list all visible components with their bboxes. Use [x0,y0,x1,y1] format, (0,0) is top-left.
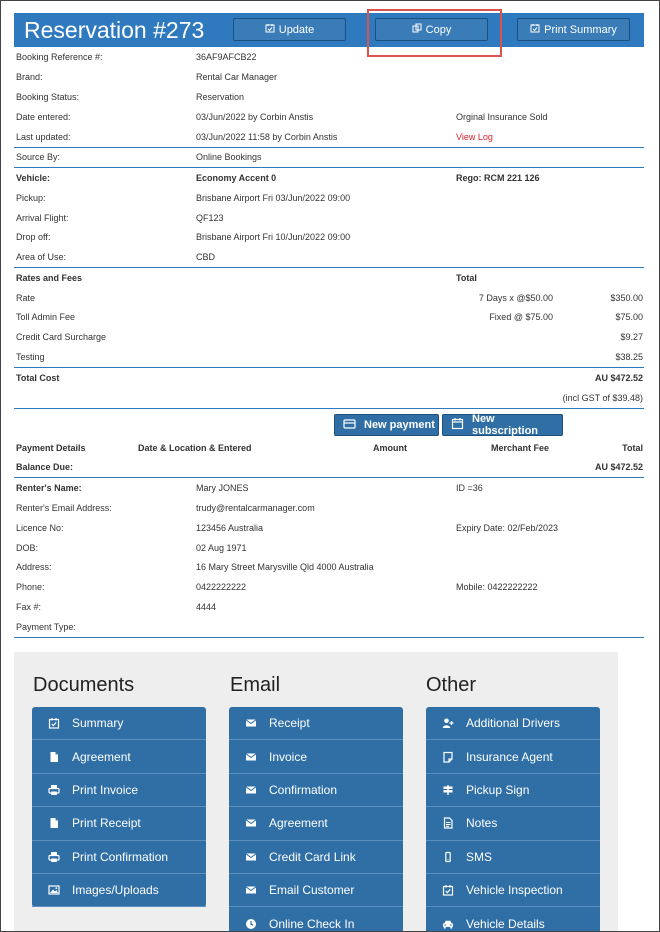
licence-label: Licence No: [16,523,64,533]
email-menu [229,707,403,932]
new-payment-button[interactable] [334,414,439,436]
address-label: Address: [16,562,52,572]
page-title: Reservation #273 [24,17,205,43]
documents-item-print-invoice[interactable] [32,774,206,807]
dropoff-value: Brisbane Airport Fri 10/Jun/2022 09:00 [196,232,351,242]
rate-amount: $38.25 [615,352,643,362]
menu-item-label: Online Check In [269,916,355,931]
vehicle-value: Economy Accent 0 [196,173,277,183]
envelope-icon [245,751,257,763]
flight-label: Arrival Flight: [16,213,69,223]
printer-icon [48,784,60,796]
amount-header: Amount [373,443,407,453]
renter-name-label: Renter's Name: [16,483,82,493]
credit-card-icon [343,417,356,433]
divider [14,167,644,168]
other-item-sms[interactable] [426,841,600,874]
email-item-confirmation[interactable] [229,774,403,807]
gst-row [16,389,644,408]
rate-name: Toll Admin Fee [16,312,76,322]
rego-value: Rego: RCM 221 126 [456,173,540,183]
booking-ref-label: Booking Reference #: [16,52,103,62]
mobile-value: Mobile: 0422222222 [456,582,538,592]
envelope-icon [245,884,257,896]
pickup-value: Brisbane Airport Fri 03/Jun/2022 09:00 [196,193,351,203]
menu-item-label: Confirmation [269,782,338,797]
booking-ref-row [16,48,644,67]
renter-id-value: ID =36 [456,483,483,493]
payment-type-row [16,618,644,637]
fax-row [16,598,644,617]
menu-item-label: Print Invoice [72,782,139,797]
gst-note: (incl GST of $39.48) [562,393,643,403]
renter-name-value: Mary JONES [196,483,249,493]
total-cost-row [16,369,644,388]
divider [14,477,644,478]
area-value: CBD [196,252,216,262]
rate-detail: Fixed @ $75.00 [489,312,553,322]
rate-row [16,348,644,367]
view-log-link[interactable]: View Log [456,132,493,142]
email-item-invoice[interactable] [229,740,403,773]
rate-detail: 7 Days x @$50.00 [478,293,553,303]
print-summary-button[interactable] [517,18,630,41]
renter-email-value: trudy@rentalcarmanager.com [196,503,315,513]
dropoff-row [16,228,644,247]
divider [14,367,644,368]
dropoff-label: Drop off: [16,232,51,242]
email-item-agreement[interactable] [229,807,403,840]
source-value: Online Bookings [196,152,262,162]
address-value: 16 Mary Street Marysville Qld 4000 Australia [196,562,374,572]
fax-value: 4444 [196,602,217,612]
image-icon [48,884,60,896]
rate-row [16,328,644,347]
printer-icon [48,851,60,863]
note-icon [442,751,454,763]
booking-ref-value: 36AF9AFCB22 [196,52,257,62]
expiry-value: Expiry Date: 02/Feb/2023 [456,523,559,533]
brand-row [16,68,644,87]
phone-value: 0422222222 [196,582,247,592]
divider [14,408,644,409]
other-item-insurance-agent[interactable] [426,740,600,773]
renter-email-label: Renter's Email Address: [16,503,112,513]
rate-amount: $9.27 [620,332,643,342]
licence-row [16,519,644,538]
menu-item-label: Print Confirmation [72,849,169,864]
payments-header-row [16,439,644,458]
status-label: Booking Status: [16,92,80,102]
rate-amount: $75.00 [615,312,643,322]
flight-row [16,209,644,228]
email-heading: Email [230,674,281,696]
menu-item-label: Invoice [269,749,308,764]
dob-value: 02 Aug 1971 [196,543,247,553]
calendar-check-icon [265,23,275,36]
address-row [16,558,644,577]
rates-heading: Rates and Fees [16,273,83,283]
update-button[interactable] [233,18,346,41]
update-label: Update [278,23,315,36]
area-label: Area of Use: [16,252,67,262]
email-item-credit-card-link[interactable] [229,841,403,874]
envelope-icon [245,851,257,863]
calendar-check-icon [48,717,60,729]
menu-item-label: Agreement [269,816,328,831]
copy-label: Copy [425,23,452,36]
vehicle-row [16,169,644,188]
envelope-icon [245,784,257,796]
file-icon [48,817,60,829]
total-header: Total [622,443,643,453]
menu-item-label: Print Receipt [72,816,141,831]
header-bar [14,13,644,47]
balance-label: Balance Due: [16,462,74,472]
other-item-notes[interactable] [426,807,600,840]
total-cost-label: Total Cost [16,373,60,383]
menu-item-label: Receipt [269,716,310,731]
rates-total-heading: Total [456,273,477,283]
rate-name: Rate [16,293,36,303]
calendar-icon [451,417,464,433]
divider [14,267,644,268]
date-location-header: Date & Location & Entered [138,443,252,453]
merchant-fee-header: Merchant Fee [491,443,550,453]
documents-heading: Documents [33,674,135,696]
documents-item-images-uploads[interactable] [32,874,206,907]
divider [14,637,644,638]
last-updated-row [16,128,644,147]
print-summary-label: Print Summary [544,23,617,36]
brand-value: Rental Car Manager [196,72,278,82]
menu-item-label: SMS [466,849,493,864]
insurance-note: Orginal Insurance Sold [456,112,548,122]
renter-email-row [16,499,644,518]
rate-amount: $350.00 [610,293,643,303]
rate-name: Credit Card Surcharge [16,332,107,342]
mobile-icon [442,851,454,863]
documents-item-print-confirmation[interactable] [32,841,206,874]
source-label: Source By: [16,152,61,162]
new-payment-label: New payment [364,419,435,431]
dob-row [16,539,644,558]
email-item-email-customer[interactable] [229,874,403,907]
other-item-additional-drivers[interactable] [426,707,600,740]
flight-value: QF123 [196,213,224,223]
clock-icon [245,918,257,930]
last-updated-label: Last updated: [16,132,71,142]
documents-item-summary[interactable] [32,707,206,740]
dob-label: DOB: [16,543,39,553]
email-item-online-check-in[interactable] [229,907,403,932]
file-icon [48,751,60,763]
menu-item-label: Insurance Agent [466,749,553,764]
date-entered-label: Date entered: [16,112,71,122]
calendar-check-icon [442,884,454,896]
envelope-icon [245,717,257,729]
rate-row [16,308,644,327]
phone-row [16,578,644,597]
rate-row [16,289,644,308]
pickup-label: Pickup: [16,193,46,203]
source-row [16,148,644,167]
date-entered-value: 03/Jun/2022 by Corbin Anstis [196,112,314,122]
licence-value: 123456 Australia [196,523,264,533]
menu-item-label: Images/Uploads [72,883,159,898]
date-entered-row [16,108,644,127]
user-plus-icon [442,717,454,729]
new-subscription-button[interactable] [442,414,563,436]
menu-item-label: Notes [466,816,498,831]
menu-item-label: Vehicle Inspection [466,883,563,898]
phone-label: Phone: [16,582,45,592]
menu-item-label: Pickup Sign [466,782,530,797]
calendar-check-icon [530,23,540,36]
other-heading: Other [426,674,477,696]
documents-menu [32,707,206,907]
balance-value: AU $472.52 [594,462,643,472]
other-menu [426,707,600,932]
envelope-icon [245,817,257,829]
other-item-pickup-sign[interactable] [426,774,600,807]
vehicle-label: Vehicle: [16,173,51,183]
signpost-icon [442,784,454,796]
total-cost-value: AU $472.52 [594,373,643,383]
email-item-receipt[interactable] [229,707,403,740]
documents-item-print-receipt[interactable] [32,807,206,840]
area-row [16,248,644,267]
status-value: Reservation [196,92,245,102]
fax-label: Fax #: [16,602,42,612]
menu-item-label: Vehicle Details [466,916,545,931]
payment-details-header: Payment Details [16,443,86,453]
menu-item-label: Summary [72,716,124,731]
new-subscription-label: New subscription [472,413,539,437]
menu-item-label: Agreement [72,749,131,764]
brand-label: Brand: [16,72,43,82]
rate-name: Testing [16,352,45,362]
renter-name-row [16,479,644,498]
balance-row [16,458,644,477]
pickup-row [16,189,644,208]
other-item-vehicle-inspection[interactable] [426,874,600,907]
payment-type-label: Payment Type: [16,622,76,632]
document-text-icon [442,817,454,829]
car-icon [442,918,454,930]
status-row [16,88,644,107]
other-item-vehicle-details[interactable] [426,907,600,932]
documents-item-agreement[interactable] [32,740,206,773]
menu-item-label: Email Customer [269,883,355,898]
last-updated-value: 03/Jun/2022 11:58 by Corbin Anstis [196,132,338,142]
rates-heading-row [16,269,644,288]
menu-item-label: Credit Card Link [269,849,356,864]
menu-item-label: Additional Drivers [466,716,561,731]
